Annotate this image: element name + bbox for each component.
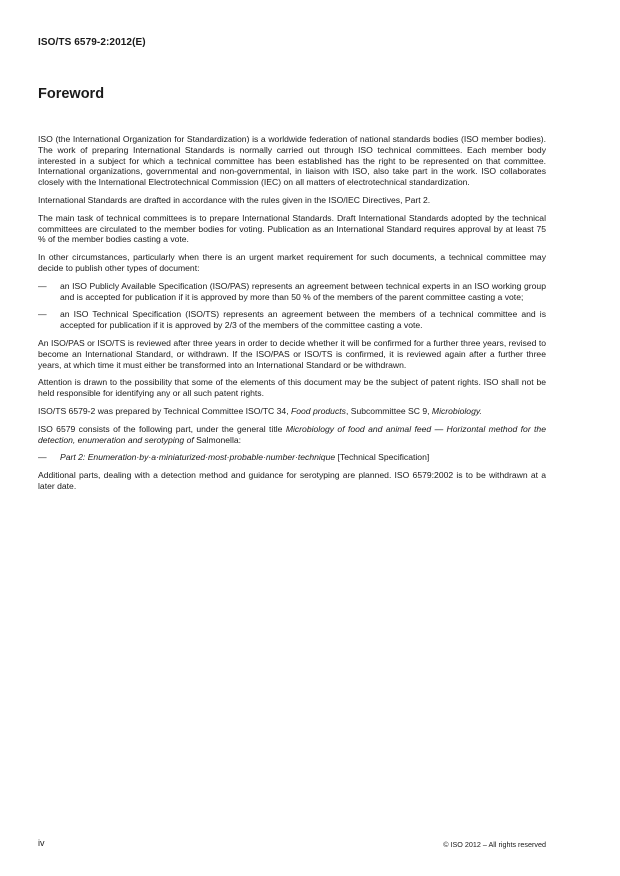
page-title: Foreword <box>38 86 105 102</box>
dash-bullet: — <box>38 309 47 320</box>
paragraph-prepared-by: ISO/TS 6579-2 was prepared by Technical Committee ISO/TC 34, Food products, Subcommittee SC 9, Microbiology. <box>38 405 482 416</box>
foreword-body <box>38 134 546 499</box>
paragraph-main-task: The main task of technical committees is to prepare International Standards. Draft International Standards adopted by the technical committees are circulated to the member bodies for voting. Publication as an International Standard requires approval by at least 75 % of the member bodies casting a vote. <box>38 212 546 245</box>
paragraph-patent: Attention is drawn to the possibility that some of the elements of this document may be the subject of patent rights. ISO shall not be held responsible for identifying any or all such patent rights. <box>38 377 546 399</box>
copyright-notice: © ISO 2012 – All rights reserved <box>443 840 546 849</box>
list-item-pas <box>38 281 546 303</box>
document-header: ISO/TS 6579-2:2012(E) <box>38 37 146 48</box>
dash-bullet: — <box>38 452 47 463</box>
list-item-ts <box>38 309 546 331</box>
paragraph-iso-intro: ISO (the International Organization for Standardization) is a worldwide federation of national standards bodies (ISO member bodies). The work of preparing International Standards is normally carried out through ISO technical committees. Each member body interested in a subject for which a technical committee has been established has the right to be represented on that committee. International organizations, governmental and non-governmental, in liaison with ISO, also take part in the work. ISO collaborates closely with the International Electrotechnical Commission (IEC) on all matters of electrotechnical standardization. <box>38 134 546 188</box>
list-item-text: an ISO Technical Specification (ISO/TS) represents an agreement between the members of a technical committee and is accepted for publication if it is approved by 2/3 of the members of the committee casting a vote. <box>60 309 546 331</box>
general-title: Microbiology of food and animal feed — Horizontal method for the detection, enumeration and serotyping of <box>38 423 546 445</box>
subcommittee-name: Microbiology. <box>431 405 482 416</box>
paragraph-other-circumstances: In other circumstances, particularly when there is an urgent market requirement for such documents, a technical committee may decide to publish other types of document: <box>38 252 546 273</box>
list-item-text: an ISO Publicly Available Specification (ISO/PAS) represents an agreement between technical experts in an ISO working group and is accepted for publication if it is approved by more than 50 % of the members of the parent committee casting a vote; <box>60 280 546 302</box>
paragraph-review: An ISO/PAS or ISO/TS is reviewed after three years in order to decide whether it will be confirmed for a further three years, revised to become an International Standard, or withdrawn. If the ISO/PAS or ISO/TS is confirmed, it is reviewed again after a further three years, at which time it must either be transformed into an International Standard or be withdrawn. <box>38 337 546 370</box>
part-title: Part 2: Enumeration·by·a·miniaturized·most·probable·number·technique <box>60 452 336 463</box>
page-number: iv <box>38 838 45 848</box>
paragraph-parts: ISO 6579 consists of the following part, under the general title Microbiology of food and animal feed — Horizontal method for the detection, enumeration and serotyping of Salmonella: <box>38 423 546 445</box>
paragraph-additional-parts: Additional parts, dealing with a detection method and guidance for serotyping are planned. ISO 6579:2002 is to be withdrawn at a later date. <box>38 470 546 491</box>
dash-bullet: — <box>38 280 47 291</box>
committee-name: Food products <box>291 405 346 416</box>
part-type: [Technical Specification] <box>335 452 430 463</box>
paragraph-directives: International Standards are drafted in accordance with the rules given in the ISO/IEC Directives, Part 2. <box>38 194 431 205</box>
list-item-part-2 <box>38 452 546 463</box>
